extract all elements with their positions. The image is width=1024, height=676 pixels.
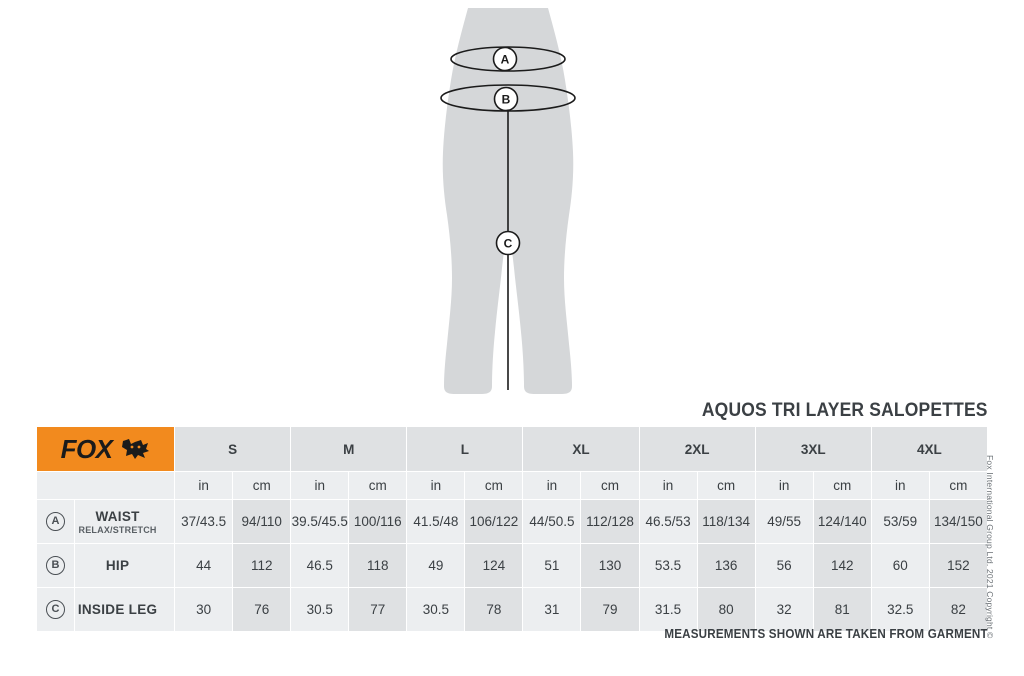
- fox-head-icon: [121, 438, 151, 460]
- unit-l-cm: cm: [465, 472, 523, 500]
- cell-waist-3xl-in: 49/55: [755, 500, 813, 544]
- table-header-row: [37, 427, 988, 472]
- row-badge-b: [37, 544, 75, 588]
- cell-hip-4xl-in: 60: [871, 544, 929, 588]
- unit-xl-in: in: [523, 472, 581, 500]
- cell-inside-leg-3xl-in: 32: [755, 588, 813, 632]
- cell-waist-l-cm: 106/122: [465, 500, 523, 544]
- unit-3xl-in: in: [755, 472, 813, 500]
- row-label-waist-main: WAIST: [95, 508, 140, 524]
- page-title: AQUOS TRI LAYER SALOPETTES: [702, 400, 988, 421]
- cell-hip-s-in: 44: [175, 544, 233, 588]
- cell-waist-s-in: 37/43.5: [175, 500, 233, 544]
- badge-c-label: C: [46, 600, 65, 619]
- cell-hip-2xl-cm: 136: [697, 544, 755, 588]
- cell-inside-leg-2xl-in: 31.5: [639, 588, 697, 632]
- unit-l-in: in: [407, 472, 465, 500]
- cell-waist-m-in: 39.5/45.5: [291, 500, 349, 544]
- unit-4xl-cm: cm: [929, 472, 987, 500]
- cell-hip-l-in: 49: [407, 544, 465, 588]
- cell-waist-xl-cm: 112/128: [581, 500, 639, 544]
- size-header-2xl: 2XL: [639, 427, 755, 472]
- cell-inside-leg-4xl-cm: 82: [929, 588, 987, 632]
- size-header-4xl: 4XL: [871, 427, 987, 472]
- cell-hip-m-in: 46.5: [291, 544, 349, 588]
- cell-waist-xl-in: 44/50.5: [523, 500, 581, 544]
- unit-s-in: in: [175, 472, 233, 500]
- cell-waist-m-cm: 100/116: [349, 500, 407, 544]
- unit-m-in: in: [291, 472, 349, 500]
- cell-inside-leg-s-cm: 76: [233, 588, 291, 632]
- cell-inside-leg-s-in: 30: [175, 588, 233, 632]
- marker-c-label: C: [503, 236, 513, 251]
- brand-logo-cell: [37, 427, 175, 472]
- size-header-xl: XL: [523, 427, 639, 472]
- cell-inside-leg-l-in: 30.5: [407, 588, 465, 632]
- size-table-wrap: [36, 426, 988, 632]
- cell-inside-leg-m-in: 30.5: [291, 588, 349, 632]
- cell-inside-leg-3xl-cm: 81: [813, 588, 871, 632]
- unit-4xl-in: in: [871, 472, 929, 500]
- unit-2xl-cm: cm: [697, 472, 755, 500]
- cell-waist-3xl-cm: 124/140: [813, 500, 871, 544]
- size-header-s: S: [175, 427, 291, 472]
- cell-hip-2xl-in: 53.5: [639, 544, 697, 588]
- measurements-note: MEASUREMENTS SHOWN ARE TAKEN FROM GARMENT: [664, 627, 988, 641]
- table-row: [37, 500, 988, 544]
- copyright-text: Fox International Group Ltd. 2021 Copyright ©: [985, 455, 995, 639]
- cell-inside-leg-2xl-cm: 80: [697, 588, 755, 632]
- unit-m-cm: cm: [349, 472, 407, 500]
- row-label-inside-leg: [75, 588, 175, 632]
- unit-xl-cm: cm: [581, 472, 639, 500]
- units-blank: [37, 472, 175, 500]
- marker-a-label: A: [500, 52, 510, 67]
- table-row: [37, 588, 988, 632]
- units-row: [37, 472, 988, 500]
- unit-2xl-in: in: [639, 472, 697, 500]
- cell-inside-leg-m-cm: 77: [349, 588, 407, 632]
- cell-inside-leg-4xl-in: 32.5: [871, 588, 929, 632]
- size-header-3xl: 3XL: [755, 427, 871, 472]
- table-row: [37, 544, 988, 588]
- size-table: [36, 426, 988, 632]
- cell-hip-xl-cm: 130: [581, 544, 639, 588]
- badge-a-label: A: [46, 512, 65, 531]
- cell-hip-m-cm: 118: [349, 544, 407, 588]
- row-label-waist-sub: RELAX/STRETCH: [78, 524, 157, 535]
- cell-inside-leg-xl-cm: 79: [581, 588, 639, 632]
- size-header-m: M: [291, 427, 407, 472]
- cell-hip-s-cm: 112: [233, 544, 291, 588]
- unit-s-cm: cm: [233, 472, 291, 500]
- cell-waist-2xl-in: 46.5/53: [639, 500, 697, 544]
- cell-waist-4xl-in: 53/59: [871, 500, 929, 544]
- unit-3xl-cm: cm: [813, 472, 871, 500]
- badge-b-label: B: [46, 556, 65, 575]
- cell-hip-xl-in: 51: [523, 544, 581, 588]
- row-label-hip: [75, 544, 175, 588]
- cell-hip-3xl-cm: 142: [813, 544, 871, 588]
- brand-name: FOX: [60, 433, 113, 464]
- cell-waist-l-in: 41.5/48: [407, 500, 465, 544]
- cell-hip-l-cm: 124: [465, 544, 523, 588]
- row-badge-c: [37, 588, 75, 632]
- cell-waist-4xl-cm: 134/150: [929, 500, 987, 544]
- row-label-inside-leg-main: INSIDE LEG: [77, 602, 158, 617]
- cell-hip-3xl-in: 56: [755, 544, 813, 588]
- cell-waist-s-cm: 94/110: [233, 500, 291, 544]
- cell-hip-4xl-cm: 152: [929, 544, 987, 588]
- row-label-hip-main: HIP: [105, 558, 130, 573]
- cell-inside-leg-l-cm: 78: [465, 588, 523, 632]
- size-header-l: L: [407, 427, 523, 472]
- cell-waist-2xl-cm: 118/134: [697, 500, 755, 544]
- row-label-waist: [75, 500, 175, 544]
- cell-inside-leg-xl-in: 31: [523, 588, 581, 632]
- marker-b-label: B: [501, 92, 511, 107]
- row-badge-a: [37, 500, 75, 544]
